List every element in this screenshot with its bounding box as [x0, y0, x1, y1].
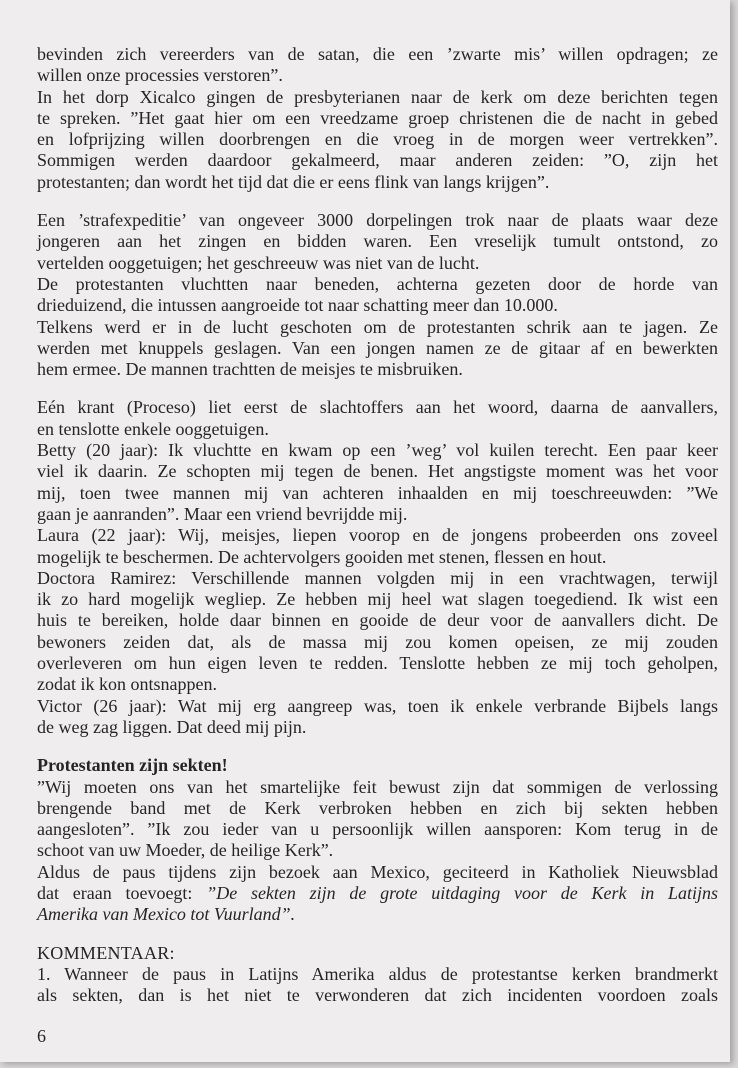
text-line: en lofprijzing willen doorbrengen en die vroeg in de morgen weer vertrekken”.: [37, 129, 718, 150]
text-section: [37, 755, 718, 925]
text-line: hem ermee. De mannen trachtten de meisjes te misbruiken.: [37, 359, 463, 380]
text-line: als sekten, dan is het niet te verwonderen dat zich incidenten voordoen zoals: [37, 985, 718, 1006]
text-section: [37, 943, 718, 1007]
text-line: In het dorp Xicalco gingen de presbyterianen naar de kerk om deze berichten tegen: [37, 86, 718, 107]
text-line: jongeren aan het zingen en bidden waren. Een vreselijk tumult ontstond, zo: [37, 231, 718, 252]
text-section: [37, 210, 718, 380]
text-line: en tenslotte enkele ooggetuigen.: [37, 418, 269, 439]
text-line: Doctora Ramirez: Verschillende mannen volgden mij in een vrachtwagen, terwijl: [37, 567, 718, 588]
text-section: [37, 44, 718, 193]
section-heading: Protestanten zijn sekten!: [37, 755, 228, 776]
text-line: Een ’strafexpeditie’ van ongeveer 3000 dorpelingen trok naar de plaats waar deze: [37, 210, 718, 231]
text-line: Betty (20 jaar): Ik vluchtte en kwam op een ’weg’ vol kuilen terecht. Een paar keer: [37, 440, 718, 461]
text-line: protestanten; dan wordt het tijd dat die er eens flink van langs krijgen”.: [37, 171, 550, 192]
text-line: Eén krant (Proceso) liet eerst de slachtoffers aan het woord, daarna de aanvallers,: [37, 397, 718, 418]
text-line: werden met knuppels geslagen. Van een jongen namen ze de gitaar af en bewerkten: [37, 337, 718, 358]
page-body-text: [37, 44, 718, 1023]
text-line: [37, 904, 718, 925]
italic-quote: Amerika van Mexico tot Vuurland”.: [37, 904, 296, 925]
text-line: brengende band met de Kerk verbroken hebben en zich bij sekten hebben: [37, 797, 718, 818]
text-line: Victor (26 jaar): Wat mij erg aangreep was, toen ik enkele verbrande Bijbels langs: [37, 695, 718, 716]
text-line: aangesloten”. ”Ik zou ieder van u persoonlijk willen aansporen: Kom terug in de: [37, 819, 718, 840]
text-line: ”Wij moeten ons van het smartelijke feit bewust zijn dat sommigen de verlossing: [37, 776, 718, 797]
text-line: 1. Wanneer de paus in Latijns Amerika aldus de protestantse kerken brandmerkt: [37, 963, 718, 984]
text-line: mij, toen twee mannen mij van achteren inhaalden en mij toeschreeuwden: ”We: [37, 482, 718, 503]
text-line: gaan je aanranden”. Maar een vriend bevrijdde mij.: [37, 503, 408, 524]
text-line: ik zo hard mogelijk wegliep. Ze hebben mij heel wat slagen toegediend. Ik wist een: [37, 589, 718, 610]
text-line: drieduizend, die intussen aangroeide tot naar schatting meer dan 10.000.: [37, 295, 558, 316]
section-heading: KOMMENTAAR:: [37, 942, 175, 963]
text-line: overleveren om hun eigen leven te redden. Tenslotte hebben ze mij toch geholpen,: [37, 653, 718, 674]
text-line: mogelijk te beschermen. De achtervolgers gooiden met stenen, flessen en hout.: [37, 546, 607, 567]
text-line: bevinden zich vereerders van de satan, die een ’zwarte mis’ willen opdragen; ze: [37, 44, 718, 64]
text-line: Laura (22 jaar): Wij, meisjes, liepen voorop en de jongens probeerden ons zoveel: [37, 525, 718, 546]
text-line: Telkens werd er in de lucht geschoten om de protestanten schrik aan te jagen. Ze: [37, 316, 718, 337]
text-line: bewoners zeiden dat, als de massa mij zou komen opeisen, ze mij zouden: [37, 631, 718, 652]
text-section: [37, 397, 718, 738]
text-line: huis te bereiken, holde daar binnen en gooide de deur voor de aanvallers dicht. De: [37, 610, 718, 631]
text-line: De protestanten vluchtten naar beneden, achterna gezeten door de horde van: [37, 273, 718, 294]
plain-text: dat eraan toevoegt:: [37, 882, 207, 903]
text-line: vertelden ooggetuigen; het geschreeuw was niet van de lucht.: [37, 252, 480, 273]
text-line: viel ik daarin. Ze schopten mij tegen de benen. Het angstigste moment was het voor: [37, 461, 718, 482]
italic-quote: ”De sekten zijn de grote uitdaging voor de Kerk in Latijns: [206, 882, 718, 903]
text-line: zodat ik kon ontsnappen.: [37, 674, 217, 695]
page-number: 6: [37, 1026, 46, 1046]
text-line: Aldus de paus tijdens zijn bezoek aan Mexico, geciteerd in Katholiek Nieuwsblad: [37, 861, 718, 882]
text-line: te spreken. ”Het gaat hier om een vreedzame groep christenen die de nacht in gebed: [37, 107, 718, 128]
text-line: schoot van uw Moeder, de heilige Kerk”.: [37, 840, 334, 861]
text-line: [37, 883, 718, 904]
text-line: Sommigen werden daardoor gekalmeerd, maar anderen zeiden: ”O, zijn het: [37, 150, 718, 171]
text-line: willen onze processies verstoren”.: [37, 65, 283, 86]
text-line: de weg zag liggen. Dat deed mij pijn.: [37, 716, 307, 737]
